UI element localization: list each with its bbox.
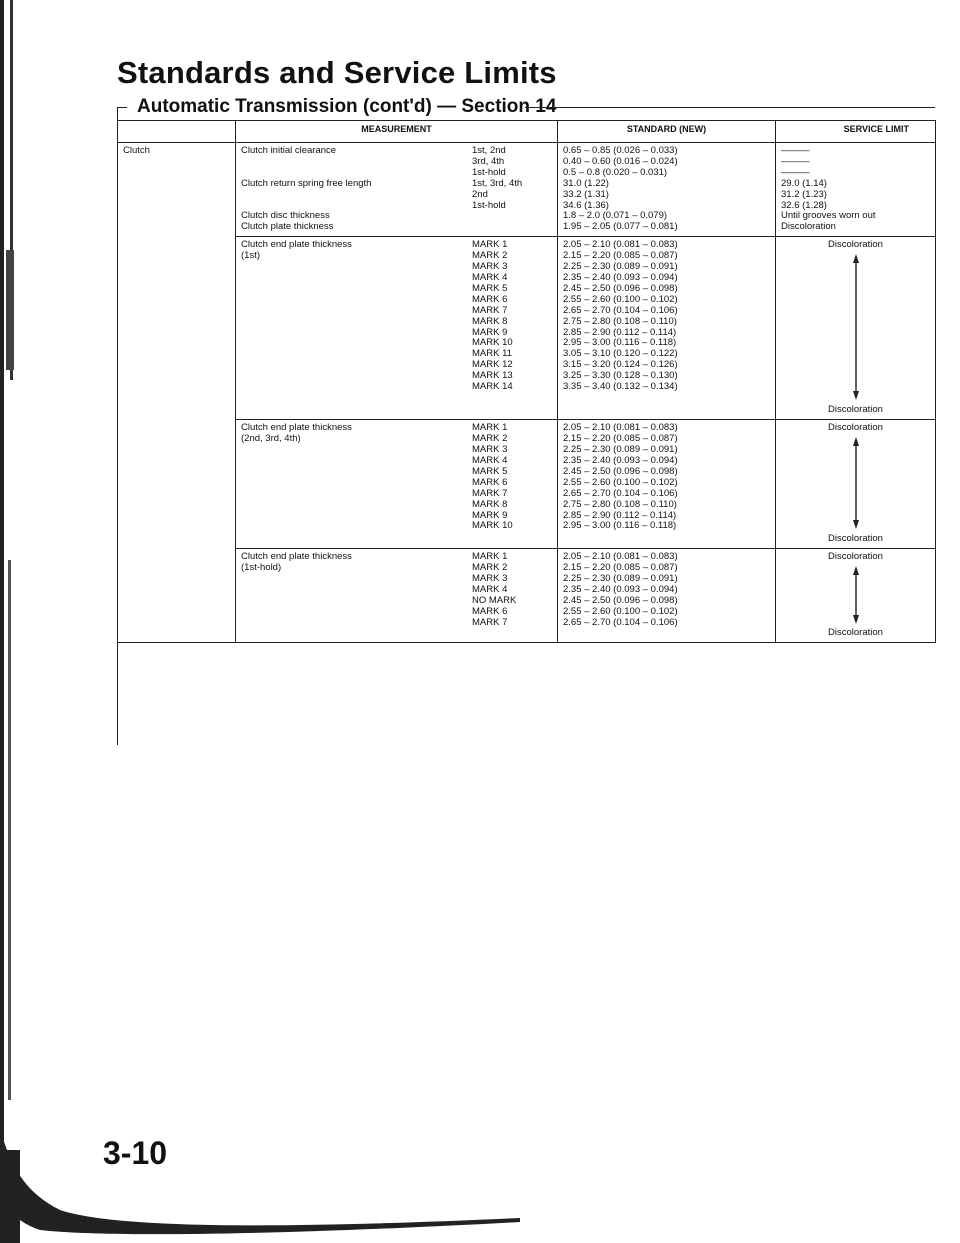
double-arrow-icon [850, 437, 862, 529]
limit-top-label: Discoloration [828, 239, 883, 251]
service-limit-cell [776, 420, 936, 549]
header-row [118, 121, 936, 143]
section-title: Automatic Transmission (cont'd) — Section 14 [137, 96, 557, 117]
spec-table [117, 120, 936, 643]
table-row [118, 143, 936, 237]
page-number: 3-10 [103, 1135, 168, 1171]
standard-values: 2.05 – 2.10 (0.081 – 0.083) 2.15 – 2.20 (0.085 – 0.087) 2.25 – 2.30 (0.089 – 0.091) 2.35 – 2.40 (0.093 – 0.094) 2.45 – 2.50 (0.096 – 0.098) 2.55 – 2.60 (0.100 – 0.102) 2.65 – 2.70 (0.104 – 0.106) [558, 549, 776, 643]
limit-top-label: Discoloration [828, 551, 883, 563]
mark-list: MARK 1 MARK 2 MARK 3 MARK 4 NO MARK MARK 6 MARK 7 [472, 551, 517, 628]
measurement-item: Clutch end plate thickness (2nd, 3rd, 4th) [241, 422, 352, 445]
page-title: Standards and Service Limits [117, 55, 557, 90]
limit-bottom-label: Discoloration [828, 627, 883, 639]
service-limit-cell [776, 549, 936, 643]
standard-values: 2.05 – 2.10 (0.081 – 0.083) 2.15 – 2.20 (0.085 – 0.087) 2.25 – 2.30 (0.089 – 0.091) 2.35 – 2.40 (0.093 – 0.094) 2.45 – 2.50 (0.096 – 0.098) 2.55 – 2.60 (0.100 – 0.102) 2.65 – 2.70 (0.104 – 0.106) 2.75 – 2.80 (0.108 – 0.110) 2.85 – 2.90 (0.112 – 0.114) 2.95 – 3.00 (0.116 – 0.118) [558, 420, 776, 549]
limit-bottom-label: Discoloration [828, 404, 883, 416]
limit-range [781, 240, 930, 416]
section-rule-left [117, 107, 127, 108]
measurement-positions: 1st, 2nd 3rd, 4th 1st-hold 1st, 3rd, 4th 2nd 1st-hold [472, 145, 523, 211]
group-label: Clutch [118, 143, 236, 643]
standard-values: 2.05 – 2.10 (0.081 – 0.083) 2.15 – 2.20 (0.085 – 0.087) 2.25 – 2.30 (0.089 – 0.091) 2.35 – 2.40 (0.093 – 0.094) 2.45 – 2.50 (0.096 – 0.098) 2.55 – 2.60 (0.100 – 0.102) 2.65 – 2.70 (0.104 – 0.106) 2.75 – 2.80 (0.108 – 0.110) 2.85 – 2.90 (0.112 – 0.114) 2.95 – 3.00 (0.116 – 0.118) 3.05 – 3.10 (0.120 – 0.122) 3.15 – 3.20 (0.124 – 0.126) 3.25 – 3.30 (0.128 – 0.130) 3.35 – 3.40 (0.132 – 0.134) [558, 237, 776, 420]
measurement-cell [236, 549, 558, 643]
measurement-items: Clutch initial clearance Clutch return spring free length Clutch disc thickness Clutch plate thickness [241, 145, 372, 233]
header-service-limit: SERVICE LIMIT [776, 121, 936, 143]
limit-bottom-label: Discoloration [828, 533, 883, 545]
double-arrow-icon [850, 254, 862, 400]
binding-edge [0, 0, 22, 1243]
section-rule-right [525, 107, 935, 108]
header-measurement: MEASUREMENT [236, 121, 558, 143]
page-edge-shadow [0, 1100, 960, 1243]
limit-range [781, 552, 930, 639]
table-row [118, 549, 936, 643]
table-row [118, 420, 936, 549]
measurement-cell [236, 143, 558, 237]
service-limit-values: ——— ——— ——— 29.0 (1.14) 31.2 (1.23) 32.6 (1.28) Until grooves worn out Discoloration [776, 143, 936, 237]
double-arrow-icon [850, 566, 862, 624]
section-header [117, 96, 935, 118]
measurement-cell [236, 237, 558, 420]
measurement-item: Clutch end plate thickness (1st) [241, 239, 352, 262]
service-limit-cell [776, 237, 936, 420]
header-standard: STANDARD (NEW) [558, 121, 776, 143]
standard-values: 0.65 – 0.85 (0.026 – 0.033) 0.40 – 0.60 (0.016 – 0.024) 0.5 – 0.8 (0.020 – 0.031) 31.0 (1.22) 33.2 (1.31) 34.6 (1.36) 1.8 – 2.0 (0.071 – 0.079) 1.95 – 2.05 (0.077 – 0.081) [558, 143, 776, 237]
header-blank [118, 121, 236, 143]
table-row [118, 237, 936, 420]
measurement-item: Clutch end plate thickness (1st-hold) [241, 551, 352, 574]
limit-top-label: Discoloration [828, 422, 883, 434]
mark-list: MARK 1 MARK 2 MARK 3 MARK 4 MARK 5 MARK 6 MARK 7 MARK 8 MARK 9 MARK 10 [472, 422, 513, 532]
limit-range [781, 423, 930, 545]
mark-list: MARK 1 MARK 2 MARK 3 MARK 4 MARK 5 MARK 6 MARK 7 MARK 8 MARK 9 MARK 10 MARK 11 MARK 12 MARK 13 MARK 14 [472, 239, 513, 393]
measurement-cell [236, 420, 558, 549]
